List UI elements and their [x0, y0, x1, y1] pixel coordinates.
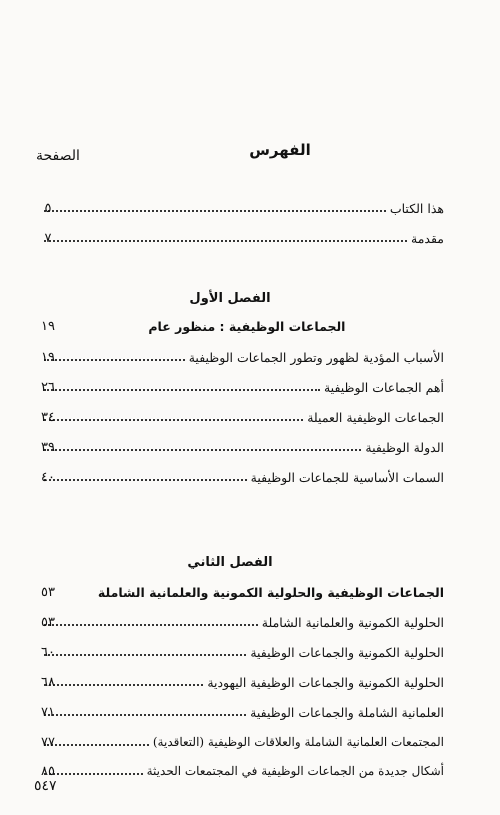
toc-entry-page: ١٩ [41, 349, 55, 365]
toc-entry-title: أهم الجماعات الوظيفية [323, 379, 444, 395]
toc-entry[interactable] [40, 227, 444, 249]
leader-dots [44, 419, 303, 421]
toc-entry-title: الجماعات الوظيفية العميلة [307, 409, 444, 425]
leader-dots [44, 389, 320, 391]
chapter-heading-entry[interactable] [40, 315, 444, 337]
leader-dots [44, 714, 246, 716]
toc-entry[interactable] [40, 436, 444, 458]
toc-entry[interactable] [40, 731, 444, 753]
leader-dots [44, 624, 258, 626]
toc-entry[interactable] [40, 641, 444, 663]
toc-entry-title: الأسباب المؤدية لظهور وتطور الجماعات الوظيفية [188, 349, 444, 365]
page-column-label: الصفحة [36, 148, 80, 164]
leader-dots [44, 210, 386, 212]
toc-entry[interactable] [40, 760, 444, 782]
toc-entry-title: المجتمعات العلمانية الشاملة والعلاقات الوظيفية (التعاقدية) [152, 735, 444, 749]
toc-entry-title: الحلولية الكمونية والعلمانية الشاملة [261, 614, 444, 630]
toc-entry-page: ٢٦ [41, 379, 55, 395]
toc-entry-title: هذا الكتاب [389, 200, 444, 216]
toc-entry-page: ٤٠ [41, 469, 55, 485]
toc-entry[interactable] [40, 376, 444, 398]
toc-entry-title: أشكال جديدة من الجماعات الوظيفية في المجتمعات الحديثة [146, 764, 444, 778]
toc-entry-page: ٨٥ [41, 763, 55, 779]
leader-dots [44, 684, 203, 686]
page-title: الفهرس [249, 141, 311, 159]
toc-entry-title: الحلولية الكمونية والجماعات الوظيفية اليهودية [207, 674, 444, 690]
chapter-heading: الجماعات الوظيفية والحلولية الكمونية والعلمانية الشاملة [97, 584, 444, 600]
chapter-heading: الجماعات الوظيفية : منظور عام [148, 318, 346, 334]
chapter-heading-entry[interactable] [40, 581, 444, 603]
leader-dots [44, 240, 407, 242]
toc-entry-page: ٣٤ [41, 409, 55, 425]
toc-entry-page: ٥٣ [41, 614, 55, 630]
toc-entry-title: الدولة الوظيفية [365, 439, 444, 455]
page-number: ٥٤٧ [34, 778, 57, 794]
leader-dots [44, 654, 246, 656]
toc-entry-title: السمات الأساسية للجماعات الوظيفية [250, 469, 444, 485]
toc-entry-title: العلمانية الشاملة والجماعات الوظيفية [250, 704, 444, 720]
toc-entry[interactable] [40, 671, 444, 693]
toc-entry-page: ٥٣ [41, 584, 55, 600]
toc-entry[interactable] [40, 346, 444, 368]
chapter-label: الفصل الثاني [187, 555, 273, 570]
toc-entry-page: ٣٩ [41, 439, 55, 455]
toc-entry-title: مقدمة [411, 230, 444, 246]
toc-entry-page: ٥ [44, 200, 52, 216]
toc-entry[interactable] [40, 611, 444, 633]
toc-entry[interactable] [40, 197, 444, 219]
toc-entry[interactable] [40, 406, 444, 428]
leader-dots [44, 479, 247, 481]
toc-entry[interactable] [40, 701, 444, 723]
toc-entry-page: ٧٧ [41, 734, 55, 750]
toc-entry-title: الحلولية الكمونية والجماعات الوظيفية [250, 644, 444, 660]
toc-entry-page: ٦٨ [41, 674, 55, 690]
leader-dots [44, 449, 361, 451]
toc-entry-page: ٧ [44, 230, 52, 246]
toc-entry-page: ١٩ [41, 318, 55, 334]
toc-entry[interactable] [40, 466, 444, 488]
toc-entry-page: ٦٠ [41, 644, 55, 660]
toc-entry-page: ٧١ [41, 704, 55, 720]
chapter-label: الفصل الأول [189, 291, 271, 306]
